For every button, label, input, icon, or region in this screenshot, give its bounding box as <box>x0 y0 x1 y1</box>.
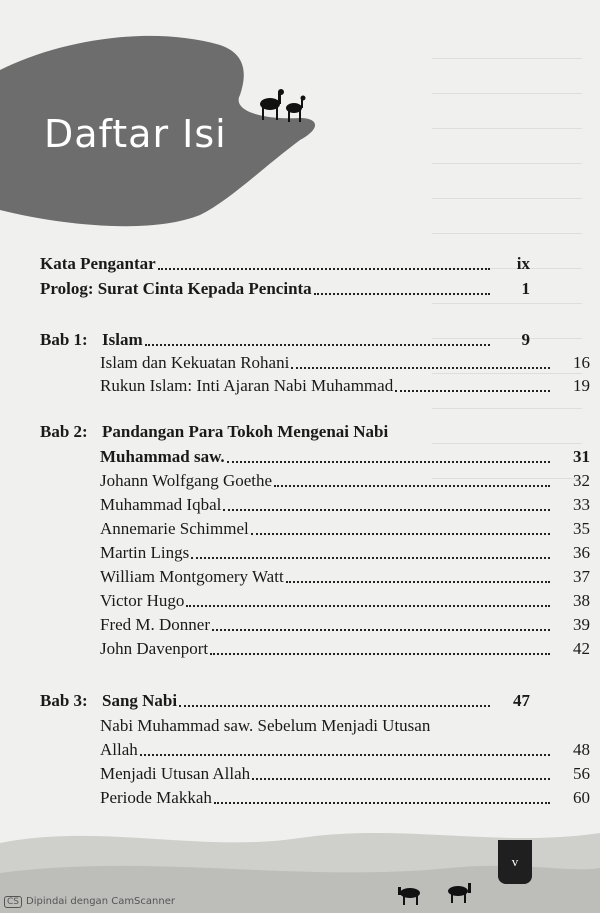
toc-entry: Fred M. Donner 39 <box>100 615 590 634</box>
toc-entry: Martin Lings 36 <box>100 543 590 562</box>
toc-entry: Annemarie Schimmel 35 <box>100 519 590 538</box>
page-number: v <box>498 840 532 884</box>
toc-entry: John Davenport 42 <box>100 639 590 658</box>
page-title: Daftar Isi <box>44 112 227 156</box>
toc-entry: Victor Hugo 38 <box>100 591 590 610</box>
toc-entry: Bab 3: Sang Nabi 47 <box>40 691 530 710</box>
toc-entry: Bab 2: Pandangan Para Tokoh Mengenai Nabi <box>40 422 389 441</box>
toc-entry: William Montgomery Watt 37 <box>100 567 590 586</box>
toc-entry: Allah 48 <box>100 740 590 759</box>
scanner-watermark: CS Dipindai dengan CamScanner <box>4 896 175 908</box>
toc-entry: Rukun Islam: Inti Ajaran Nabi Muhammad 19 <box>100 376 590 395</box>
toc-entry: Menjadi Utusan Allah 56 <box>100 764 590 783</box>
toc-entry: Nabi Muhammad saw. Sebelum Menjadi Utusan <box>100 716 431 735</box>
toc-entry: Islam dan Kekuatan Rohani 16 <box>100 353 590 372</box>
toc-entry: Muhammad saw. 31 <box>100 447 590 466</box>
camscanner-logo-icon: CS <box>4 896 22 908</box>
toc-entry: Kata Pengantar ix <box>40 254 530 273</box>
toc-entry: Bab 1: Islam 9 <box>40 330 530 349</box>
toc-entry: Johann Wolfgang Goethe 32 <box>100 471 590 490</box>
toc-entry: Periode Makkah 60 <box>100 788 590 807</box>
toc-entry: Muhammad Iqbal 33 <box>100 495 590 514</box>
toc-entry: Prolog: Surat Cinta Kepada Pencinta 1 <box>40 279 530 298</box>
